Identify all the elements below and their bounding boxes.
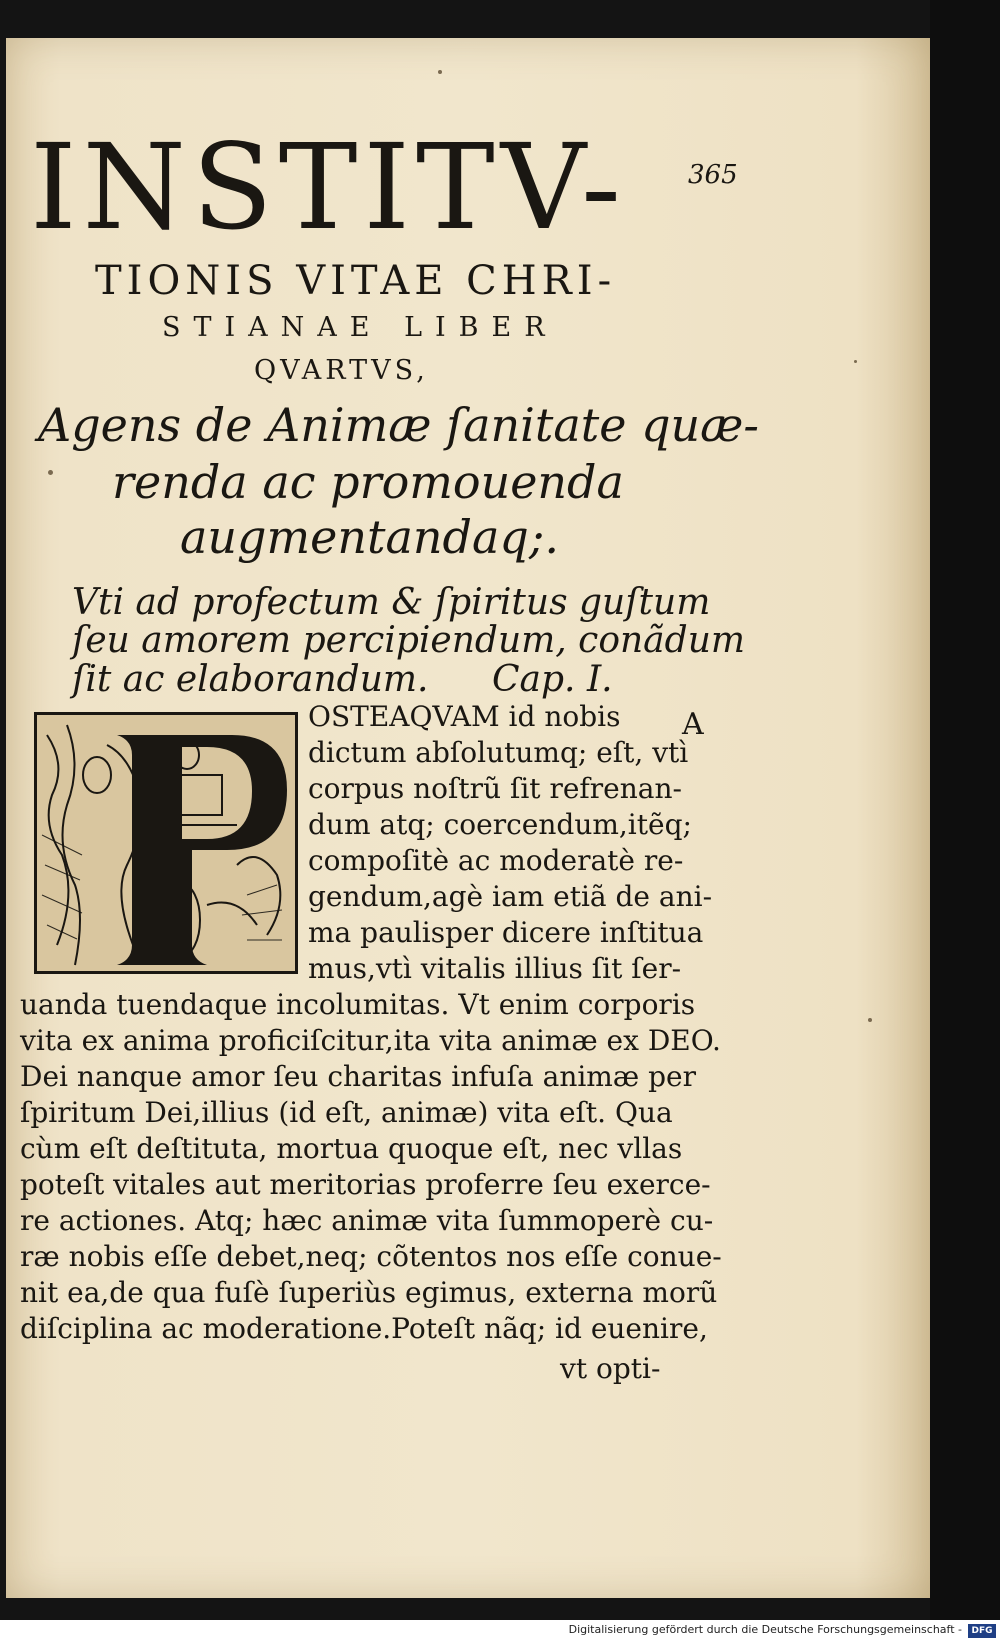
dfg-logo-icon: DFG (968, 1624, 996, 1638)
catchword: vt opti- (560, 1352, 661, 1385)
body-text-line: mus,vtì vitalis illius ſit ſer- (308, 952, 682, 985)
book-title-line-3: STIANAE LIBER (162, 312, 558, 343)
body-text-line: ſpiritum Dei,illius (id eſt, animæ) vita eſt. Qua (20, 1096, 673, 1129)
body-text-line: OSTEAQVAM id nobis (308, 700, 621, 733)
body-text-line: dum atq; coercendum,itẽq; (308, 808, 692, 841)
paper-speck (854, 360, 857, 363)
body-text-line: ræ nobis eſſe debet,neq; cõtentos nos eſſe conue- (20, 1240, 722, 1273)
body-text-line: corpus noſtrũ ſit refrenan- (308, 772, 682, 805)
body-text-line: dictum abſolutumq; eſt, vtì (308, 736, 689, 769)
margin-letter: A (682, 707, 704, 742)
book-title-line-4: QVARTVS, (254, 355, 429, 386)
body-text-line: gendum,agè iam etiã de ani- (308, 880, 713, 913)
chapter-heading-line: ſeu amorem percipiendum, conãdum (72, 620, 746, 661)
funding-notice: Digitalisierung gefördert durch die Deutsche Forschungsgemeinschaft - (568, 1623, 962, 1636)
subtitle-line: augmentandaq;. (180, 510, 559, 564)
chapter-number: Cap. I. (492, 659, 613, 700)
chapter-heading-line: Vti ad profectum & ſpiritus guſtum (72, 582, 711, 623)
scan-border (930, 0, 1000, 1644)
subtitle-line: Agens de Animæ ſanitate quæ- (38, 398, 759, 452)
book-title-line-2: TIONIS VITAE CHRI- (95, 258, 617, 304)
body-text-line: cùm eſt deſtituta, mortua quoque eſt, nec vllas (20, 1132, 683, 1165)
body-text-line: compoſitè ac moderatè re- (308, 844, 684, 877)
body-text-line: ma paulisper dicere inſtitua (308, 916, 704, 949)
body-text-line: poteſt vitales aut meritorias proferre ſeu exerce- (20, 1168, 711, 1201)
body-text-line: Dei nanque amor ſeu charitas infuſa animæ per (20, 1060, 696, 1093)
woodcut-initial-icon (34, 712, 298, 974)
paper-speck (438, 70, 442, 74)
chapter-heading-line: ſit ac elaborandum. (72, 659, 429, 700)
paper-speck (48, 470, 53, 475)
body-text-line: nit ea,de qua fuſè ſuperiùs egimus, externa morũ (20, 1276, 718, 1309)
subtitle-line: renda ac promouenda (112, 455, 624, 509)
body-text-line: uanda tuendaque incolumitas. Vt enim corporis (20, 988, 696, 1021)
book-title-main: INSTITV- (30, 118, 627, 256)
page-number: 365 (688, 160, 738, 190)
body-text-line: diſciplina ac moderatione.Poteſt nãq; id euenire, (20, 1312, 708, 1345)
paper-speck (868, 1018, 872, 1022)
body-text-line: vita ex anima proficiſcitur,ita vita animæ ex DEO. (20, 1024, 721, 1057)
footer-bar (0, 1620, 1000, 1644)
body-text-line: re actiones. Atq; hæc animæ vita ſummoperè cu- (20, 1204, 714, 1237)
